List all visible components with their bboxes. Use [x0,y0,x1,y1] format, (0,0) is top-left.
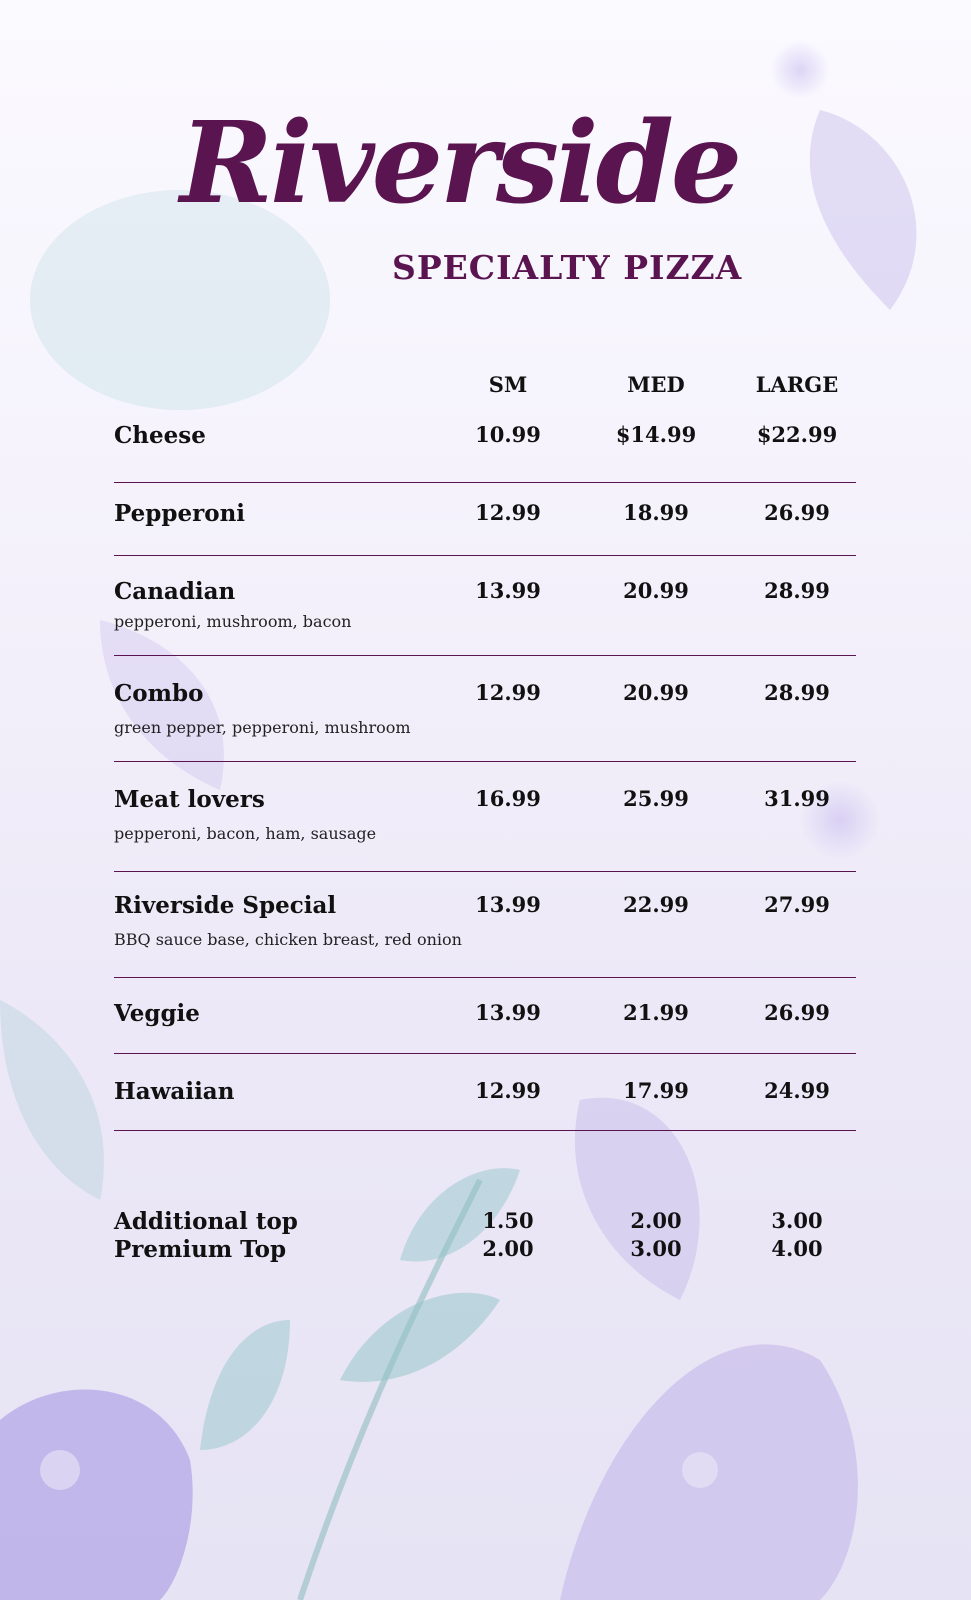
menu-row-cheese [114,422,856,483]
price-med: 25.99 [623,786,689,811]
item-description: pepperoni, bacon, ham, sausage [114,824,377,843]
price-sm: 13.99 [475,578,541,603]
price-large: 26.99 [764,1000,830,1025]
price-sm: 16.99 [475,786,541,811]
price-sm: 13.99 [475,892,541,917]
price-med: 20.99 [623,578,689,603]
item-name: Riverside Special [114,892,337,919]
extra-name-premium-top: Premium Top [114,1236,287,1263]
menu-row-veggie [114,1000,856,1054]
column-header-sm: SM [488,372,528,397]
extra-name-additional-top: Additional top [114,1208,298,1235]
menu-row-hawaiian [114,1078,856,1131]
price-med: 20.99 [623,680,689,705]
brand-name: Riverside [180,98,740,229]
price-large: 27.99 [764,892,830,917]
price-large: 24.99 [764,1078,830,1103]
price-large: $22.99 [756,422,838,447]
extra-price-large: 4.00 [771,1236,823,1261]
extra-price-med: 2.00 [630,1208,682,1233]
menu-row-combo [114,680,856,762]
price-med: 21.99 [623,1000,689,1025]
price-med: 17.99 [623,1078,689,1103]
price-sm: 12.99 [475,1078,541,1103]
extra-price-large: 3.00 [771,1208,823,1233]
item-name: Meat lovers [114,786,265,813]
item-description: pepperoni, mushroom, bacon [114,612,352,631]
item-description: BBQ sauce base, chicken breast, red onion [114,930,462,949]
menu-row-riverside-special [114,892,856,978]
item-name: Veggie [114,1000,200,1027]
item-name: Hawaiian [114,1078,235,1105]
item-name: Pepperoni [114,500,246,527]
menu-row-canadian [114,578,856,656]
price-large: 31.99 [764,786,830,811]
item-name: Canadian [114,578,236,605]
menu-row-pepperoni [114,500,856,556]
price-med: $14.99 [615,422,697,447]
extra-price-sm: 1.50 [482,1208,534,1233]
item-name: Combo [114,680,204,707]
brand-subtitle: SPECIALTY PIZZA [392,248,743,287]
extra-price-sm: 2.00 [482,1236,534,1261]
price-med: 18.99 [623,500,689,525]
price-sm: 13.99 [475,1000,541,1025]
item-name: Cheese [114,422,206,449]
column-header-large: LARGE [755,372,839,397]
price-large: 28.99 [764,680,830,705]
price-large: 28.99 [764,578,830,603]
column-header-med: MED [627,372,685,397]
price-sm: 10.99 [475,422,541,447]
price-sm: 12.99 [475,500,541,525]
item-description: green pepper, pepperoni, mushroom [114,718,411,737]
price-large: 26.99 [764,500,830,525]
menu-row-meat-lovers [114,786,856,872]
price-med: 22.99 [623,892,689,917]
extra-price-med: 3.00 [630,1236,682,1261]
price-sm: 12.99 [475,680,541,705]
